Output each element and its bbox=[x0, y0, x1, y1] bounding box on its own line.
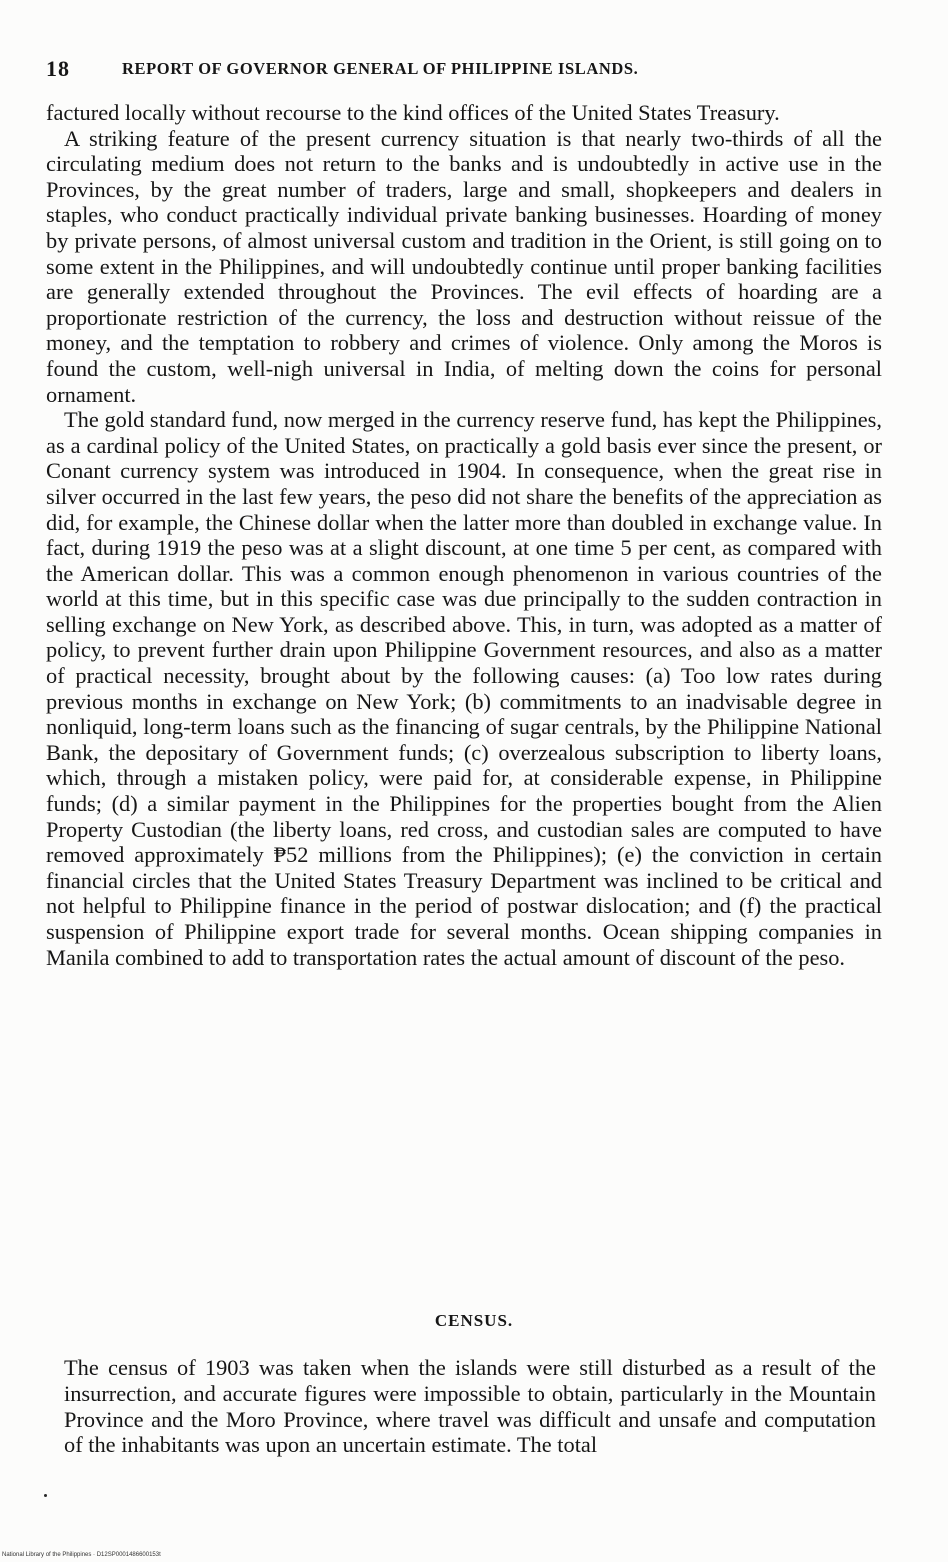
page-number: 18 bbox=[46, 56, 70, 81]
census-heading: CENSUS. bbox=[434, 1311, 514, 1330]
census-paragraph: The census of 1903 was taken when the islands were still disturbed as a result of the insurrection, and accurate figures were impossible to obtain, particularly in the Mountain Province and the Moro Province, where travel was difficult and unsafe and computation of the inhabitants was upon an uncertain estimate. The total bbox=[64, 1355, 876, 1458]
paragraph-currency-situation: A striking feature of the present currency situation is that nearly two-thirds of all the circulating medium does not return to the banks and is undoubtedly in active use in the Provinces, by the great number of traders, large and small, shopkeepers and dealers in staples, who conduct practically individual private banking businesses. Hoarding of money by private persons, of almost universal custom and tradition in the Orient, is still going on to some extent in the Philippines, and will undoubtedly continue until proper banking facilities are generally extended throughout the Provinces. The evil effects of hoarding are a proportionate restriction of the currency, the loss and destruction without reissue of the money, and the temptation to robbery and crimes of violence. Only among the Moros is found the custom, well-nigh universal in India, of melting down the coins for personal ornament. bbox=[46, 125, 882, 407]
main-text bbox=[46, 100, 882, 970]
ink-speck bbox=[44, 1494, 47, 1497]
scan-footer: National Library of the Philippines · D12SP0001486600153t bbox=[2, 1552, 161, 1558]
census-section bbox=[64, 1355, 876, 1458]
paragraph-continuation: factured locally without recourse to the kind offices of the United States Treasury. bbox=[46, 100, 780, 125]
page-header bbox=[46, 56, 886, 86]
paragraph-gold-standard: The gold standard fund, now merged in the currency reserve fund, has kept the Philippines, as a cardinal policy of the United States, on practically a gold basis ever since the present, or Conant currency system was introduced in 1904. In consequence, when the great rise in silver occurred in the last few years, the peso did not share the benefits of the appreciation as did, for example, the Chinese dollar when the latter more than doubled in exchange value. In fact, during 1919 the peso was at a slight discount, at one time 5 per cent, as compared with the American dollar. This was a common enough phenomenon in various countries of the world at this time, but in this specific case was due principally to the sudden contraction in selling exchange on New York, as described above. This, in turn, was adopted as a matter of policy, to prevent further drain upon Philippine Government resources, and also as a matter of practical necessity, brought about by the following causes: (a) Too low rates during previous months in exchange on New York; (b) commitments to an inadvisable degree in nonliquid, long-term loans such as the financing of sugar centrals, by the Philippine National Bank, the depositary of Government funds; (c) overzealous subscription to liberty loans, which, through a mistaken policy, were paid for, at considerable expense, in Philippine funds; (d) a similar payment in the Philippines for the properties bought from the Alien Property Custodian (the liberty loans, red cross, and custodian sales are computed to have removed approximately ₱52 millions from the Philippines); (e) the conviction in certain financial circles that the United States Treasury Department was inclined to be critical and not helpful to Philippine finance in the period of postwar dislocation; and (f) the practical suspension of Philippine export trade for several months. Ocean shipping companies in Manila combined to add to transportation rates the actual amount of discount of the peso. bbox=[46, 407, 882, 970]
running-head: REPORT OF GOVERNOR GENERAL OF PHILIPPINE ISLANDS. bbox=[122, 59, 639, 78]
